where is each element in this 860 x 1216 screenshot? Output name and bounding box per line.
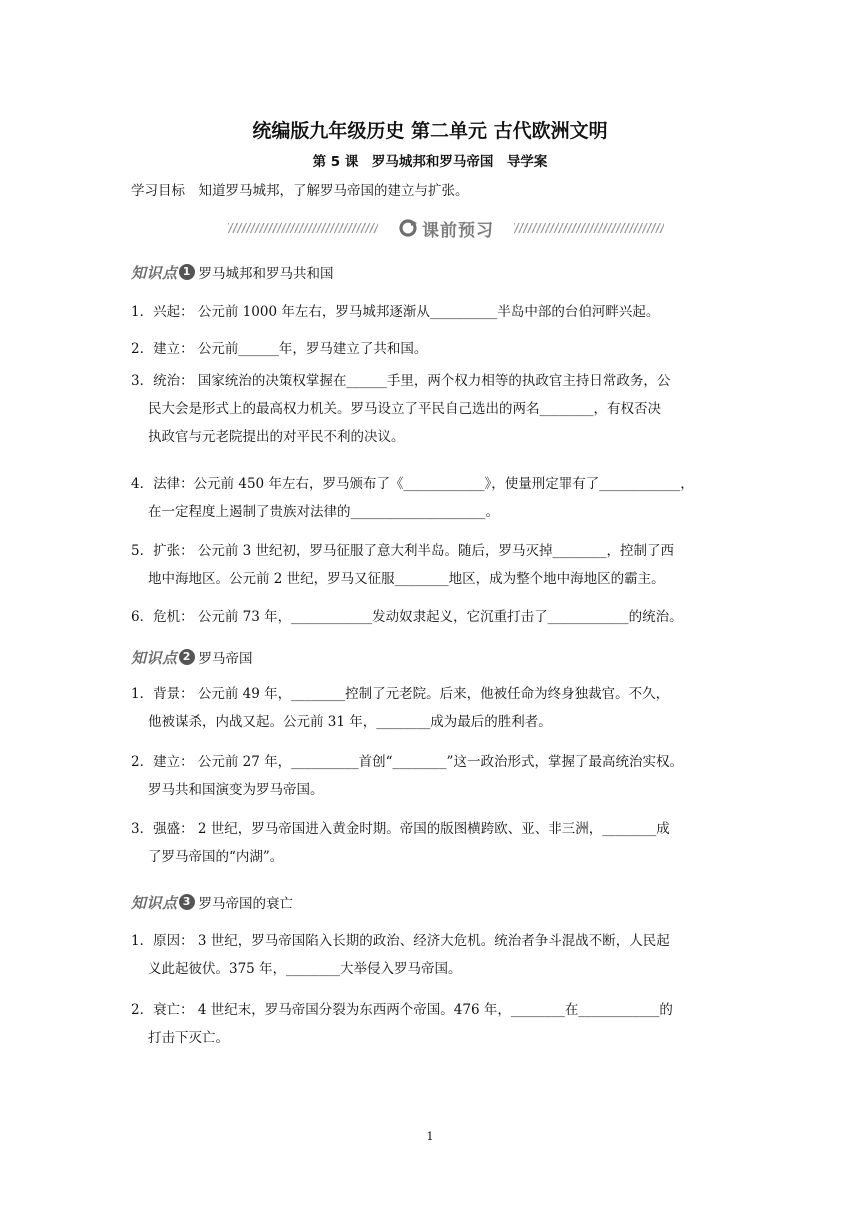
left-hatch-decoration	[228, 223, 378, 233]
knowledge-point-heading	[131, 645, 253, 669]
section-title: 罗马城邦和罗马共和国	[198, 266, 334, 282]
list-item: 1．背景： 公元前 49 年，________控制了元老院。后来，他被任命为终身独裁官。不久， 他被谋杀，内战又起。公元前 31 年，________成为最后的胜利者。	[131, 686, 670, 730]
knowledge-point-heading	[131, 890, 293, 914]
knowledge-point-heading	[131, 260, 334, 284]
list-item: 2．建立： 公元前______年，罗马建立了共和国。	[131, 341, 428, 357]
knowledge-point-badge: 知识点 1	[131, 262, 195, 283]
list-item: 3．统治： 国家统治的决策权掌握在______手里，两个权力相等的执政官主持日常政务，公 民大会是形式上的最高权力机关。罗马设立了平民自己选出的两名________，有权否决 执政官与元老院提出的对平民不利的决议。	[131, 373, 671, 445]
page-title: 统编版九年级历史 第二单元 古代欧洲文明	[252, 120, 608, 142]
right-hatch-decoration	[514, 223, 664, 233]
preview-banner	[228, 216, 664, 240]
list-item: 1．兴起： 公元前 1000 年左右，罗马城邦逐渐从__________半岛中部的台伯河畔兴起。	[131, 304, 660, 320]
list-item: 4．法律：公元前 450 年左右，罗马颁布了《____________》，使量刑定罪有了____________， 在一定程度上遏制了贵族对法律的____________________。	[131, 476, 694, 520]
list-item: 1．原因： 3 世纪，罗马帝国陷入长期的政治、经济大危机。统治者争斗混战不断，人民起 义此起彼伏。375 年，________大举侵入罗马帝国。	[131, 933, 670, 977]
circle-arrow-icon	[398, 218, 418, 238]
knowledge-point-badge: 知识点 2	[131, 647, 195, 668]
learning-goal: 学习目标 知道罗马城邦，了解罗马帝国的建立与扩张。	[131, 183, 469, 199]
knowledge-point-badge: 知识点 3	[131, 892, 195, 913]
list-item: 2．建立： 公元前 27 年，__________首创“________”这一政治形式，掌握了最高统治实权。 罗马共和国演变为罗马帝国。	[131, 754, 683, 798]
section-title: 罗马帝国	[198, 651, 253, 667]
page-number: 1	[426, 1130, 434, 1143]
list-item: 5．扩张： 公元前 3 世纪初，罗马征服了意大利半岛。随后，罗马灭掉________，控制了西 地中海地区。公元前 2 世纪，罗马又征服________地区，成为整个地中海地区的霸主。	[131, 543, 675, 587]
section-title: 罗马帝国的衰亡	[198, 896, 294, 912]
banner-label: 课前预习	[422, 220, 494, 241]
list-item: 6．危机： 公元前 73 年，____________发动奴隶起义，它沉重打击了____________的统治。	[131, 609, 683, 625]
lesson-subtitle: 第 5 课 罗马城邦和罗马帝国 导学案	[312, 154, 548, 170]
list-item: 3．强盛： 2 世纪，罗马帝国进入黄金时期。帝国的版图横跨欧、亚、非三洲，________成 了罗马帝国的“内湖”。	[131, 821, 670, 865]
list-item: 2．衰亡： 4 世纪末，罗马帝国分裂为东西两个帝国。476 年，________在____________的 打击下灭亡。	[131, 1002, 673, 1046]
